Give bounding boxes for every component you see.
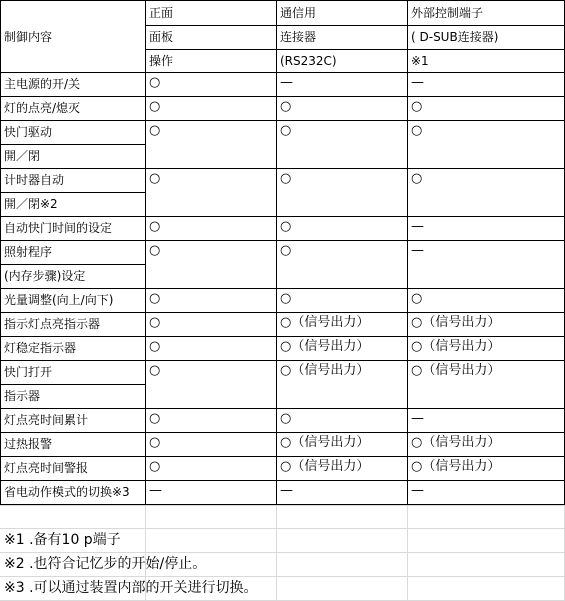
ext-cell: ○（信号出力） — [411, 363, 501, 378]
table-border — [407, 0, 408, 505]
table-border — [0, 240, 565, 241]
ext-cell: ○ — [411, 291, 423, 306]
header-ext-1: 外部控制端子 — [411, 6, 484, 20]
gridline — [0, 552, 565, 553]
row-label-line2: 開／閉 — [4, 149, 41, 163]
row-label: 灯点亮时间警报 — [4, 461, 89, 475]
row-label: 快门打开 — [4, 365, 53, 379]
table-border — [276, 0, 277, 505]
ext-cell: — — [411, 219, 424, 234]
gridline — [0, 528, 565, 529]
table-border — [0, 96, 565, 97]
table-border — [0, 384, 146, 385]
table-border — [0, 504, 565, 505]
row-label: 省电动作模式的切换※3 — [4, 485, 130, 499]
front-panel-cell: ○ — [149, 75, 161, 90]
table-border — [0, 264, 146, 265]
header-comm-2: 连接器 — [280, 30, 317, 44]
row-label-line2: 指示器 — [4, 389, 41, 403]
table-border — [0, 312, 565, 313]
front-panel-cell: ○ — [149, 171, 161, 186]
table-border — [0, 456, 565, 457]
row-label: 自动快门时间的设定 — [4, 221, 113, 235]
ext-cell: ○（信号出力） — [411, 459, 501, 474]
table-border — [0, 192, 146, 193]
table-border — [0, 408, 565, 409]
table-border — [0, 336, 565, 337]
row-label: 快门驱动 — [4, 125, 53, 139]
front-panel-cell: ○ — [149, 243, 161, 258]
row-label: 主电源的开/关 — [4, 77, 81, 91]
front-panel-cell: ○ — [149, 435, 161, 450]
comm-cell: ○ — [280, 219, 292, 234]
table-border — [0, 72, 565, 73]
ext-cell: — — [411, 243, 424, 258]
header-content-label: 制御内容 — [4, 30, 53, 44]
footnote-1: ※1 .备有10 p端子 — [4, 532, 121, 548]
front-panel-cell: ○ — [149, 459, 161, 474]
table-border — [0, 432, 565, 433]
footnote-3: ※3 .可以通过装置内部的开关进行切换。 — [4, 580, 258, 596]
comm-cell: ○ — [280, 99, 292, 114]
table-border — [0, 0, 1, 505]
table-border — [0, 120, 565, 121]
front-panel-cell: ○ — [149, 339, 161, 354]
header-front-1: 正面 — [149, 6, 174, 20]
comm-cell: ○ — [280, 291, 292, 306]
table-border — [0, 480, 565, 481]
front-panel-cell: ○ — [149, 219, 161, 234]
comm-cell: ○（信号出力） — [280, 459, 370, 474]
row-label: 照射程序 — [4, 245, 53, 259]
row-label: 过热报警 — [4, 437, 53, 451]
header-front-2: 面板 — [149, 30, 174, 44]
ext-cell: ○ — [411, 171, 423, 186]
front-panel-cell: ○ — [149, 315, 161, 330]
table-border — [145, 0, 146, 505]
ext-cell: — — [411, 411, 424, 426]
front-panel-cell: ○ — [149, 363, 161, 378]
comm-cell: ○ — [280, 123, 292, 138]
ext-cell: ○ — [411, 99, 423, 114]
header-comm-1: 通信用 — [280, 6, 317, 20]
ext-cell: — — [411, 75, 424, 90]
ext-cell: ○（信号出力） — [411, 435, 501, 450]
comm-cell: ○ — [280, 411, 292, 426]
header-ext-2: ( D-SUB连接器) — [411, 30, 499, 44]
table-border — [145, 49, 565, 50]
comm-cell: — — [280, 483, 293, 498]
front-panel-cell: ○ — [149, 99, 161, 114]
comm-cell: ○ — [280, 171, 292, 186]
front-panel-cell: ○ — [149, 291, 161, 306]
comm-cell: ○ — [280, 243, 292, 258]
comm-cell: ○（信号出力） — [280, 363, 370, 378]
gridline — [0, 576, 565, 577]
front-panel-cell: ○ — [149, 411, 161, 426]
row-label-line2: (内存步骤)设定 — [4, 269, 86, 283]
ext-cell: ○（信号出力） — [411, 339, 501, 354]
ext-cell: ○（信号出力） — [411, 315, 501, 330]
row-label: 光量调整(向上/向下) — [4, 293, 114, 307]
row-label: 灯点亮时间累计 — [4, 413, 89, 427]
header-ext-3: ※1 — [411, 54, 429, 68]
row-label: 指示灯点亮指示器 — [4, 317, 101, 331]
comm-cell: ○（信号出力） — [280, 339, 370, 354]
header-comm-3: (RS232C) — [280, 54, 337, 68]
row-label: 灯的点亮/熄灭 — [4, 101, 81, 115]
table-border — [0, 168, 565, 169]
table-border — [0, 144, 146, 145]
row-label-line2: 開／閉※2 — [4, 197, 58, 211]
table-border — [0, 360, 565, 361]
ext-cell: — — [411, 483, 424, 498]
comm-cell: ○（信号出力） — [280, 315, 370, 330]
ext-cell: ○ — [411, 123, 423, 138]
table-border — [145, 25, 565, 26]
front-panel-cell: — — [149, 483, 162, 498]
header-front-3: 操作 — [149, 54, 174, 68]
comm-cell: ○（信号出力） — [280, 435, 370, 450]
table-border — [0, 216, 565, 217]
gridline — [0, 505, 565, 506]
row-label: 灯稳定指示器 — [4, 341, 77, 355]
front-panel-cell: ○ — [149, 123, 161, 138]
comm-cell: — — [280, 75, 293, 90]
table-border — [0, 0, 565, 1]
footnote-2: ※2 .也符合记忆步的开始/停止。 — [4, 556, 207, 572]
table-border — [0, 288, 565, 289]
row-label: 计时器自动 — [4, 173, 65, 187]
